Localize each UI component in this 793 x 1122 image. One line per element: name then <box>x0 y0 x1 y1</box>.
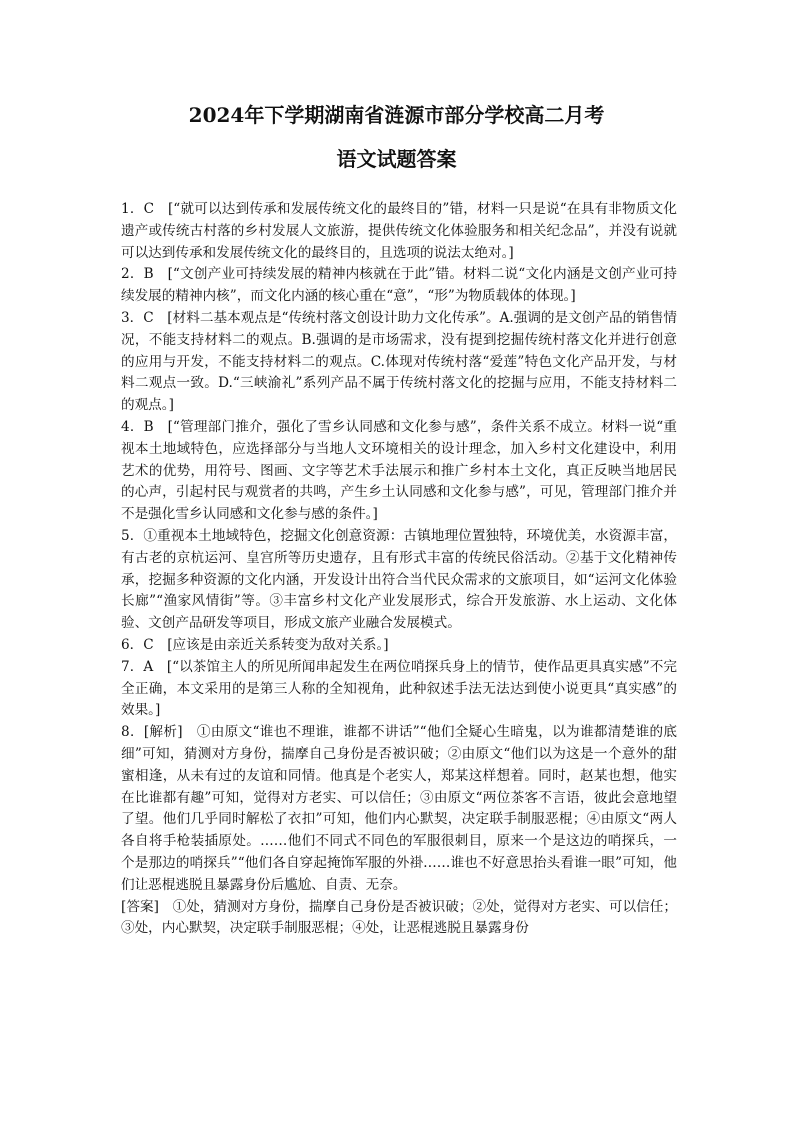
answer-item-3: 3．C [材料二基本观点是“传统村落文创设计助力文化传承”。A.强调的是文创产品的销售情况，不能支持材料二的观点。B.强调的是市场需求，没有提到挖掘传统村落文化并进行创意的应用与开发，不能支持材料二的观点。C.体现对传统村落“爱莲”特色文化产品开发，与材料二观点一致。D.“三峡渝礼”系列产品不属于传统村落文化的挖掘与应用，不能支持材料二的观点。] <box>121 309 677 414</box>
answer-item-1: 1．C [“就可以达到传承和发展传统文化的最终目的”错，材料一只是说“在具有非物质文化遗产或传统古村落的乡村发展人文旅游，提供传统文化体验服务和相关纪念品”，并没有说就可以达到传承和发展传统文化的最终目的，且选项的说法太绝对。] <box>121 201 677 261</box>
answer-item-8-analysis: 8．[解析] ①由原文“谁也不理谁，谁都不讲话”“他们全疑心生暗鬼，以为谁都清楚谁的底细”可知，猜测对方身份，揣摩自己身份是否被识破；②由原文“他们以为这是一个意外的甜蜜相逢，从未有过的友谊和同情。他真是个老实人，郑某这样想着。同时，赵某也想，他实在比谁都有趣”可知，觉得对方老实、可以信任；③由原文“两位茶客不言语，彼此会意地望了望。他们几乎同时解松了衣扣”可知，他们内心默契，决定联手制服恶棍；④由原文“两人各自将手枪装插原处。……他们不同式不同色的军服很刺目，原来一个是这边的哨探兵，一个是那边的哨探兵”“他们各自穿起掩饰军服的外褂……谁也不好意思抬头看谁一眼”可知，他们让恶棍逃脱且暴露身份后尴尬、自责、无奈。 <box>121 724 677 893</box>
answer-item-6: 6．C [应该是由亲近关系转变为敌对关系。] <box>121 636 389 653</box>
answer-item-8-answer: [答案] ①处，猜测对方身份，揣摩自己身份是否被识破；②处，觉得对方老实、可以信任；③处，内心默契，决定联手制服恶棍；④处，让恶棍逃脱且暴露身份 <box>121 898 677 937</box>
answer-item-2: 2．B [“文创产业可持续发展的精神内核就在于此”错。材料二说“文化内涵是文创产业可持续发展的精神内核”，而文化内涵的核心重在“意”，“形”为物质载体的体现。] <box>121 266 677 305</box>
answer-item-7: 7．A [“以茶馆主人的所见所闻串起发生在两位哨探兵身上的情节，使作品更具真实感”不完全正确，本文采用的是第三人称的全知视角，此种叙述手法无法达到使小说更具“真实感”的效果。] <box>121 658 677 719</box>
exam-subtitle: 语文试题答案 <box>336 147 457 171</box>
exam-title: 2024年下学期湖南省涟源市部分学校高二月考 <box>188 103 605 127</box>
answer-item-4: 4．B [“管理部门推介，强化了雪乡认同感和文化参与感”，条件关系不成立。材料一说“重视本土地域特色，应选择部分与当地人文环境相关的设计理念，加入乡村文化建设中，利用艺术的优势，用符号、图画、文字等艺术手法展示和推广乡村本土文化，真正反映当地居民的心声，引起村民与观赏者的共鸣，产生乡土认同感和文化参与感”，可见，管理部门推介并不是强化雪乡认同感和文化参与感的条件。] <box>121 418 677 523</box>
answer-item-5: 5．①重视本土地域特色，挖掘文化创意资源：古镇地理位置独特，环境优美，水资源丰富，有古老的京杭运河、皇宫所等历史遗存，且有形式丰富的传统民俗活动。②基于文化精神传承，挖掘多种资源的文化内涵，开发设计出符合当代民众需求的文旅项目，如“运河文化体验长廊”“渔家风情街”等。③丰富乡村文化产业发展形式，综合开发旅游、水上运动、文化体验、文创产品研发等项目，形成文旅产业融合发展模式。 <box>121 527 677 632</box>
answer-body <box>121 199 677 940</box>
